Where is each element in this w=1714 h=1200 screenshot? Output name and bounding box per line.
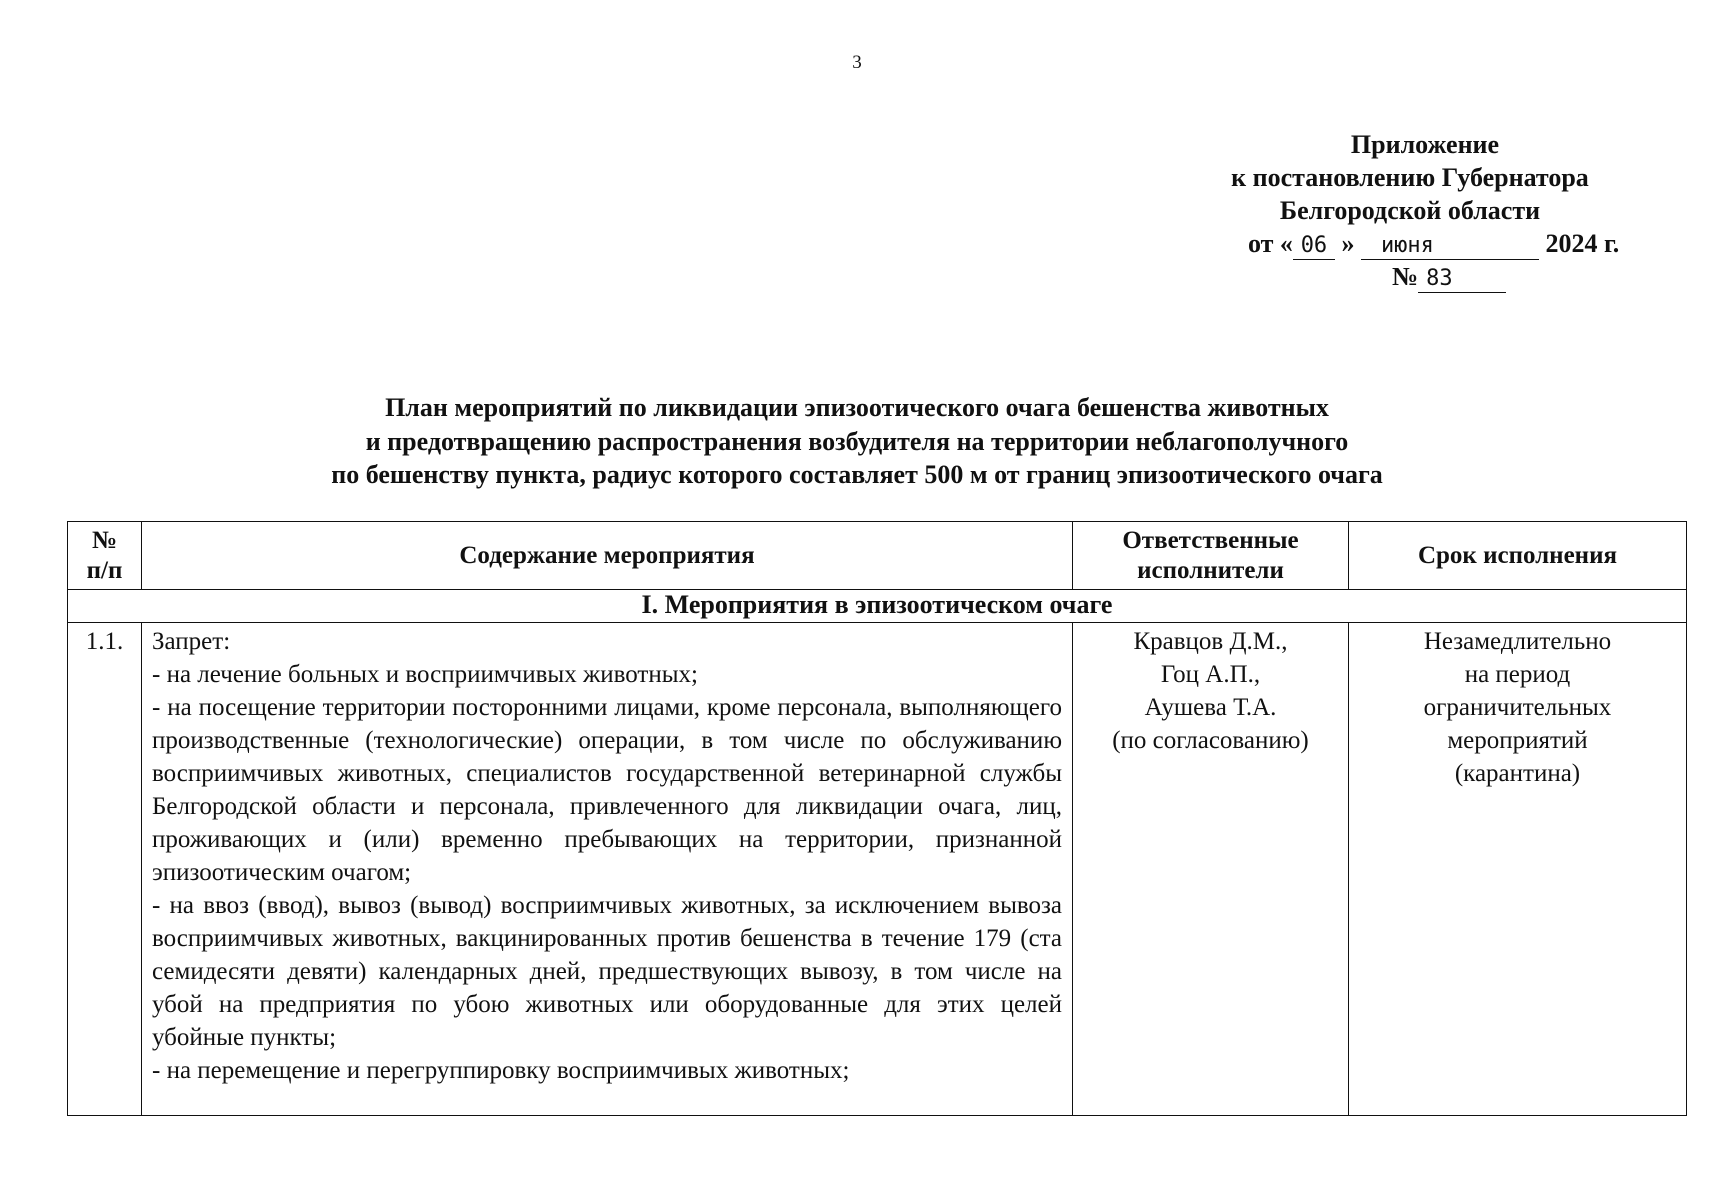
section-heading: I. Мероприятия в эпизоотическом очаге	[68, 590, 1687, 623]
date-day: 06	[1293, 233, 1335, 260]
section-row	[68, 590, 1687, 623]
content-paragraph: - на лечение больных и восприимчивых животных;	[152, 661, 698, 688]
row-responsible	[1073, 623, 1349, 1116]
appendix-number	[1392, 260, 1714, 293]
date-mid: »	[1341, 229, 1355, 258]
date-month: июня	[1361, 233, 1539, 260]
appendix-line-2: к постановлению Губернатора	[1231, 163, 1589, 192]
document-number: 83	[1418, 266, 1506, 293]
header-num-line-2: п/п	[86, 556, 123, 584]
document-title	[0, 391, 1714, 492]
header-num-line-1: №	[91, 526, 118, 554]
appendix-block	[1180, 128, 1714, 293]
row-content	[142, 623, 1073, 1116]
table-header-row	[68, 522, 1687, 590]
content-paragraph: Запрет:	[152, 628, 231, 655]
responsible-person: Аушева Т.А.	[1144, 694, 1277, 721]
title-line-3: по бешенству пункта, радиус которого составляет 500 м от границ эпизоотического очага	[331, 460, 1383, 489]
content-paragraph: - на перемещение и перегруппировку восприимчивых животных;	[152, 1057, 850, 1084]
number-prefix: №	[1392, 262, 1419, 291]
header-responsible-line-1: Ответственные	[1122, 526, 1299, 554]
content-paragraph: - на ввоз (ввод), вывоз (вывод) восприимчивых животных, за исключением вывоза восприимчивых животных, вакцинированных против бешенства в течение 179 (ста семидесяти девяти) календарных дней, предшествующих вывозу, в том числе на убой на предприятия по убою животных или оборудованные для этих целей убойные пункты;	[152, 892, 1062, 1051]
appendix-line-3: Белгородской области	[1279, 196, 1541, 225]
date-prefix: от «	[1248, 229, 1293, 258]
responsible-person: Гоц А.П.,	[1160, 661, 1261, 688]
header-num	[68, 522, 142, 590]
header-responsible-line-2: исполнители	[1137, 556, 1284, 584]
date-year: 2024 г.	[1545, 229, 1620, 258]
row-number: 1.1.	[68, 623, 142, 1116]
deadline-line: Незамедлительно	[1423, 628, 1612, 655]
plan-table	[67, 521, 1687, 1116]
title-line-1: План мероприятий по ликвидации эпизоотического очага бешенства животных	[385, 393, 1329, 422]
responsible-note: (по согласованию)	[1112, 727, 1309, 754]
deadline-line: мероприятий	[1447, 727, 1588, 754]
header-content: Содержание мероприятия	[142, 522, 1073, 590]
content-paragraph: - на посещение территории посторонними лицами, кроме персонала, выполняющего производственные (технологические) операции, в том числе по обслуживанию восприимчивых животных, специалистов государственной ветеринарной службы Белгородской области и персонала, привлеченного для ликвидации очага, лиц, проживающих и (или) временно пребывающих на территории, признанной эпизоотическим очагом;	[152, 694, 1062, 886]
row-deadline	[1349, 623, 1687, 1116]
header-deadline: Срок исполнения	[1349, 522, 1687, 590]
header-responsible	[1073, 522, 1349, 590]
appendix-date	[1248, 227, 1714, 260]
appendix-title: Приложение	[1350, 130, 1500, 159]
title-line-2: и предотвращению распространения возбудителя на территории неблагополучного	[365, 426, 1349, 456]
deadline-line: на период	[1464, 661, 1571, 688]
table-row	[68, 623, 1687, 1116]
page-number: 3	[852, 52, 862, 73]
deadline-line: ограничительных	[1423, 694, 1612, 721]
responsible-person: Кравцов Д.М.,	[1133, 628, 1288, 655]
deadline-line: (карантина)	[1454, 760, 1581, 787]
